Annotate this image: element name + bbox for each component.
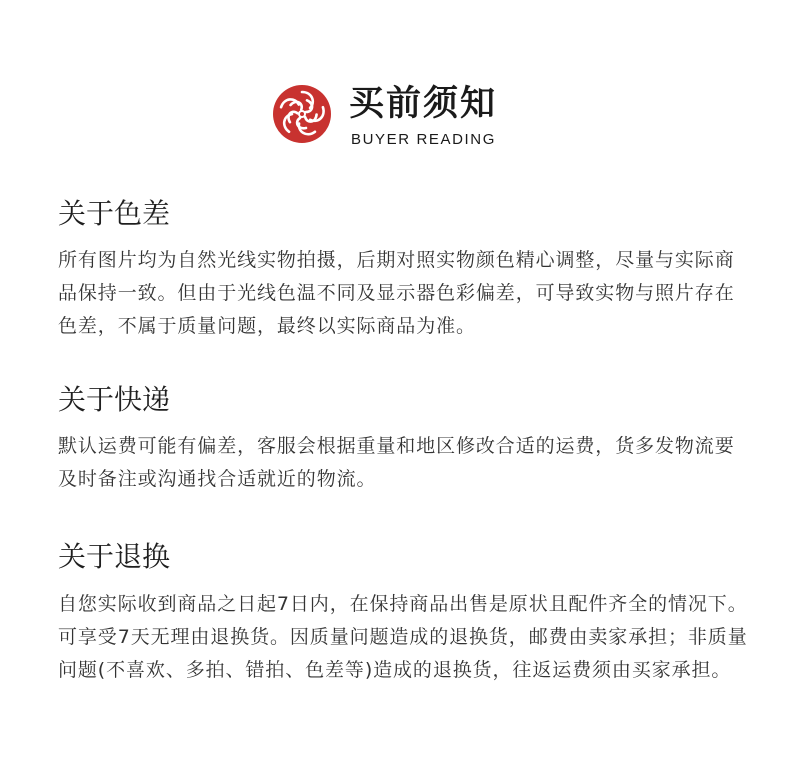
section-body: 默认运费可能有偏差，客服会根据重量和地区修改合适的运费，货多发物流要及时备注或沟通找合适就近的物流。 <box>58 435 735 490</box>
page-title: 买前须知 <box>349 83 498 124</box>
header <box>272 84 572 154</box>
section-body: 自您实际收到商品之日起7日内，在保持商品出售是原状且配件齐全的情况下。可享受7天无理由退换货。因质量问题造成的退换货，邮费由卖家承担；非质量问题(不喜欢、多拍、错拍、色差等)造成的退换货，往返运费须由买家承担。 <box>58 593 748 681</box>
section-heading: 关于色差 <box>58 197 171 230</box>
page-subtitle: BUYER READING <box>351 131 496 148</box>
section-body: 所有图片均为自然光线实物拍摄，后期对照实物颜色精心调整，尽量与实际商品保持一致。但由于光线色温不同及显示器色彩偏差，可导致实物与照片存在色差，不属于质量问题，最终以实际商品为准。 <box>58 249 735 337</box>
section-heading: 关于快递 <box>58 383 171 416</box>
section-color-difference <box>58 196 758 343</box>
section-returns <box>58 539 758 687</box>
section-shipping <box>58 382 758 496</box>
red-flower-icon <box>272 84 332 144</box>
section-heading: 关于退换 <box>58 540 171 573</box>
